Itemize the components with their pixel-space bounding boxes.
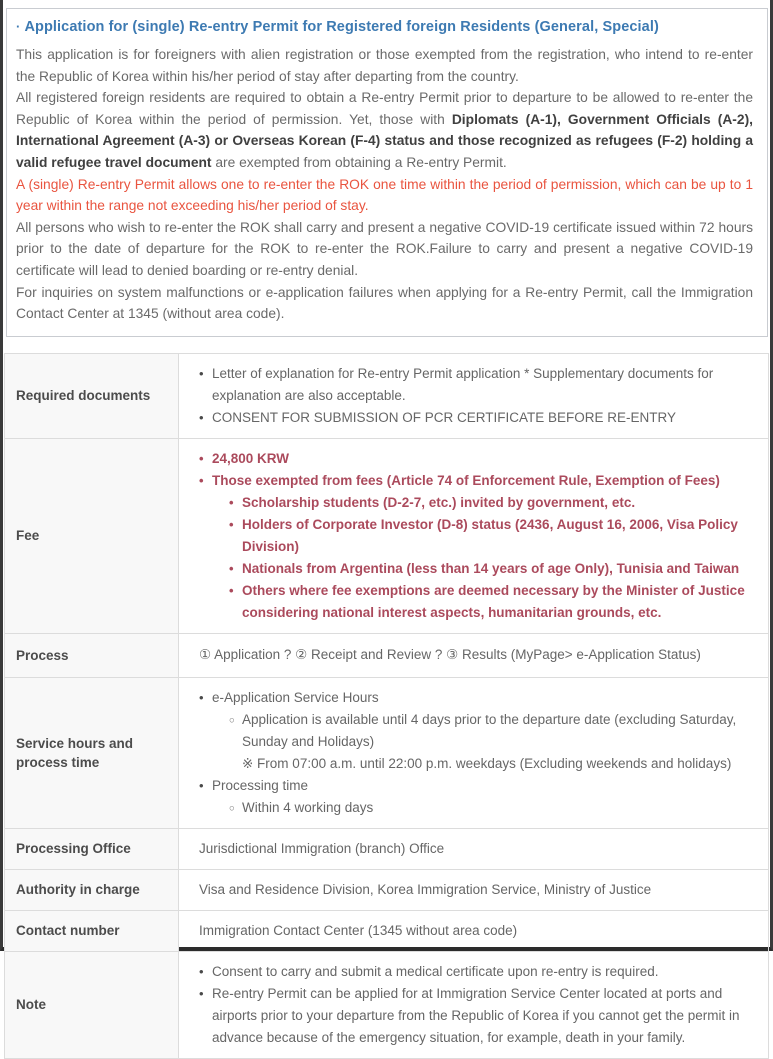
list-item: • 24,800 KRW [199, 448, 756, 470]
row-content-fee [179, 438, 769, 633]
table-row-contact-number [5, 910, 769, 951]
list-item: • Re-entry Permit can be applied for at Immigration Service Center located at ports and airports prior to your departure from the Republic of Korea if you cannot get the permit in advance because of the emergency situation, for example, death in your family. [199, 983, 756, 1049]
intro-segment: This application is for foreigners with alien registration or those exempted from the registration, who intend to re-enter the Republic of Korea within his/her period of stay after departing from the country. [16, 47, 753, 84]
row-content-note [179, 951, 769, 1058]
list-item-note: ※ From 07:00 a.m. until 22:00 p.m. weekdays (Excluding weekends and holidays) [242, 755, 732, 771]
list-item: • Others where fee exemptions are deemed necessary by the Minister of Justice considering national interest aspects, humanitarian grounds, etc. [229, 580, 756, 624]
list-item: • Scholarship students (D-2-7, etc.) invited by government, etc. [229, 492, 756, 514]
page-title-text: Application for (single) Re-entry Permit for Registered foreign Residents (General, Special) [24, 19, 659, 35]
table-row-processing-office [5, 828, 769, 869]
table-row-note [5, 951, 769, 1058]
list-item: ○ Application is available until 4 days prior to the departure date (excluding Saturday, Sunday and Holidays) [229, 709, 756, 753]
table-row-authority-in-charge [5, 869, 769, 910]
row-header-process: Process [5, 633, 179, 677]
row-header-note: Note [5, 951, 179, 1058]
intro-paragraph [16, 217, 753, 282]
title-bullet-icon: · [16, 19, 21, 34]
list-item: • Letter of explanation for Re-entry Permit application * Supplementary documents for explanation are also acceptable. [199, 363, 756, 407]
intro-paragraph-alert [16, 174, 753, 217]
row-content-service-hours [179, 677, 769, 828]
table-row-process [5, 633, 769, 677]
row-content-processing-office: Jurisdictional Immigration (branch) Office [179, 828, 769, 869]
list-item: • e-Application Service Hours [199, 687, 756, 709]
row-header-fee: Fee [5, 438, 179, 633]
page-title [16, 19, 753, 35]
intro-box [6, 8, 768, 337]
row-header-authority-in-charge: Authority in charge [5, 869, 179, 910]
row-content-process: ① Application ? ② Receipt and Review ? ③ Results (MyPage> e-Application Status) [179, 633, 769, 677]
intro-paragraph [16, 87, 753, 173]
intro-segment: All registered foreign residents are required to obtain a Re-entry Permit prior to departure to be allowed to re-enter the Republic of Korea within the period of permission. Yet, those with [16, 90, 753, 127]
row-header-required-documents: Required documents [5, 353, 179, 438]
intro-segment-red: A (single) Re-entry Permit allows one to re-enter the ROK one time within the period of permission, which can be up to 1 year within the range not exceeding his/her period of stay. [16, 176, 753, 214]
intro-paragraph [16, 44, 753, 87]
list-item: • Nationals from Argentina (less than 14 years of age Only), Tunisia and Taiwan [229, 558, 756, 580]
list-item: • Holders of Corporate Investor (D-8) status (2436, August 16, 2006, Visa Policy Division) [229, 514, 756, 558]
list-item: • Consent to carry and submit a medical certificate upon re-entry is required. [199, 961, 756, 983]
row-header-processing-office: Processing Office [5, 828, 179, 869]
table-row-fee [5, 438, 769, 633]
row-header-service-hours: Service hours and process time [5, 677, 179, 828]
table-row-required-documents [5, 353, 769, 438]
list-item: ○ Within 4 working days [229, 797, 756, 819]
intro-segment: For inquiries on system malfunctions or e-application failures when applying for a Re-entry Permit, call the Immigration Contact Center at 1345 (without area code). [16, 284, 753, 322]
list-item: • CONSENT FOR SUBMISSION OF PCR CERTIFICATE BEFORE RE-ENTRY [199, 407, 756, 429]
intro-segment: are exempted from obtaining a Re-entry Permit. [211, 154, 507, 170]
list-item: • Processing time [199, 775, 756, 797]
intro-segment: All persons who wish to re-enter the ROK shall carry and present a negative COVID-19 certificate issued within 72 hours prior to the date of departure for the ROK to re-enter the ROK.Failure to carry and present a negative COVID-19 certificate will lead to denied boarding or re-entry denial. [16, 219, 753, 278]
intro-segment-bold: Diplomats (A-1), Government Officials (A-2), International Agreement (A-3) or Overseas Korean (F-4) status and those recognized as refugees (F-2) holding a valid refugee travel document [16, 111, 753, 170]
row-header-contact-number: Contact number [5, 910, 179, 951]
row-content-required-documents [179, 353, 769, 438]
table-row-service-hours [5, 677, 769, 828]
row-content-contact-number: Immigration Contact Center (1345 without area code) [179, 910, 769, 951]
list-item: • Those exempted from fees (Article 74 of Enforcement Rule, Exemption of Fees) [199, 470, 756, 492]
row-content-authority-in-charge: Visa and Residence Division, Korea Immigration Service, Ministry of Justice [179, 869, 769, 910]
intro-text [16, 44, 753, 325]
permit-info-table [4, 353, 769, 1059]
intro-paragraph [16, 282, 753, 325]
